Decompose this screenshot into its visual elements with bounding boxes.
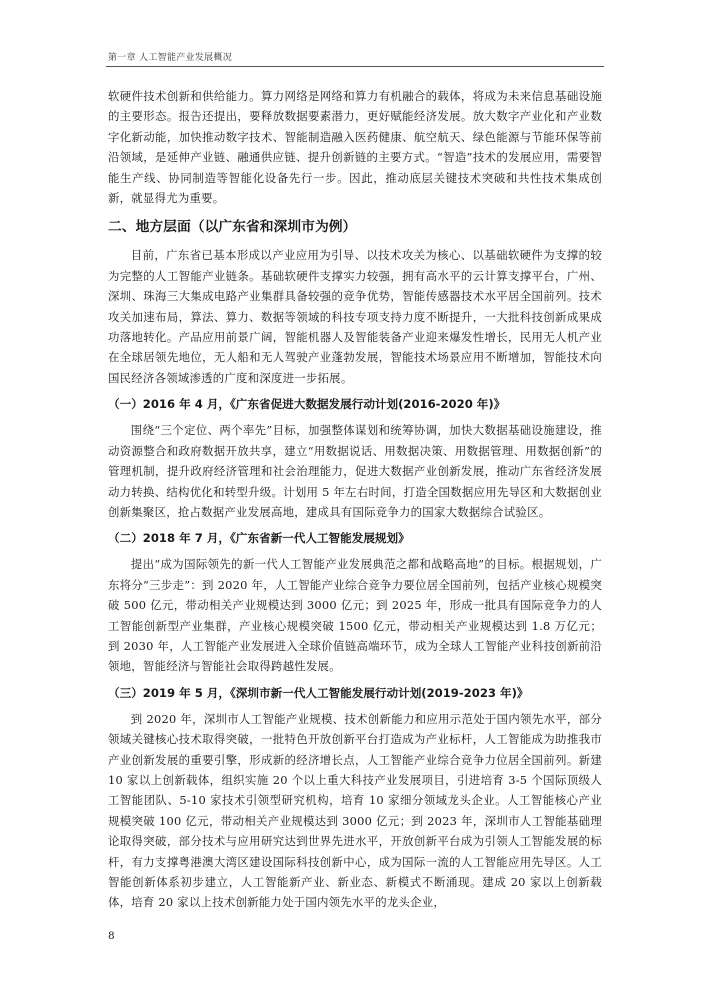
intro-paragraph: 软硬件技术创新和供给能力。算力网络是网络和算力有机融合的载体，将成为未来信息基础设施的主要形态。报告还提出，要释放数据要素潜力，更好赋能经济发展。放大数字产业化和产业数字化新动能，加快推动数字技术、智能制造融入医药健康、航空航天、绿色能源与节能环保等前沿领域，是延伸产业链、融通供应链、提升创新链的主要方式。“智造”技术的发展应用，需要智能生产线、协同制造等智能化设备先行一步。因此，推动底层关键技术突破和共性技术集成创新，就显得尤为重要。 (108, 89, 602, 206)
page-number: 8 (108, 930, 115, 942)
subsection-2018-paragraph: 提出“成为国际领先的新一代人工智能产业发展典范之都和战略高地”的目标。根据规划，广东将分“三步走”：到 2020 年，人工智能产业综合竞争力要位居全国前列，包括产业核心规模突破 500 亿元，带动相关产业规模达到 3000 亿元；到 2025 年，形成一批具有国际竞争力的人工智能创新型产业集群，产业核心规模突破 1500 亿元，带动相关产业规模达到 1.8 万亿元；到 2030 年，人工智能产业发展进入全球价值链高端环节，成为全球人工智能产业科技创新前沿领地，智能经济与智能社会取得跨越性发展。 (108, 557, 602, 674)
subsection-heading-2016-bigdata: （一）2016 年 4 月，《广东省促进大数据发展行动计划(2016-2020 年)》 (108, 397, 506, 412)
running-header: 第一章 人工智能产业发展概况 (108, 53, 233, 63)
section-heading-local-level: 二、地方层面（以广东省和深圳市为例） (108, 219, 357, 236)
subsection-heading-2018-ai-plan: （二）2018 年 7 月，《广东省新一代人工智能发展规划》 (108, 531, 410, 546)
header-divider (106, 66, 604, 67)
subsection-2016-paragraph: 围绕“三个定位、两个率先”目标，加强整体谋划和统筹协调，加快大数据基础设施建设，推动资源整合和政府数据开放共享，建立“用数据说话、用数据决策、用数据管理、用数据创新”的管理机制，提升政府经济管理和社会治理能力，促进大数据产业创新发展，推动广东省经济发展动力转换、结构优化和转型升级。计划用 5 年左右时间，打造全国数据应用先导区和大数据创业创新集聚区，抢占数据产业发展高地，建成具有国际竞争力的国家大数据综合试验区。 (108, 423, 602, 519)
section-local-paragraph: 目前，广东省已基本形成以产业应用为引导、以技术攻关为核心、以基础软硬件为支撑的较为完整的人工智能产业链条。基础软硬件支撑实力较强，拥有高水平的云计算支撑平台，广州、深圳、珠海三大集成电路产业集群具备较强的竞争优势，智能传感器技术水平居全国前列。技术攻关加速布局，算法、算力、数据等领域的科技专项支持力度不断提升，一大批科技创新成果成功落地转化。产品应用前景广阔，智能机器人及智能装备产业迎来爆发性增长，民用无人机产业在全球居领先地位，无人船和无人驾驶产业蓬勃发展，智能技术场景应用不断增加，智能技术向国民经济各领域渗透的广度和深度进一步拓展。 (108, 248, 602, 385)
subsection-2019-paragraph: 到 2020 年，深圳市人工智能产业规模、技术创新能力和应用示范处于国内领先水平，部分领域关键核心技术取得突破，一批特色开放创新平台打造成为产业标杆，人工智能成为助推我市产业创新发展的重要引擎，形成新的经济增长点，人工智能产业综合竞争力位居全国前列。新建 10 家以上创新载体，组织实施 20 个以上重大科技产业发展项目，引进培育 3-5 个国际顶级人工智能团队、5-10 家技术引领型研究机构，培育 10 家细分领域龙头企业。人工智能核心产业规模突破 100 亿元，带动相关产业规模达到 3000 亿元；到 2023 年，深圳市人工智能基础理论取得突破，部分技术与应用研究达到世界先进水平，开放创新平台成为引领人工智能发展的标杆，有力支撑粤港澳大湾区建设国际科技创新中心，成为国际一流的人工智能应用先导区。人工智能创新体系初步建立，人工智能新产业、新业态、新模式不断涌现。建成 20 家以上创新载体，培育 20 家以上技术创新能力处于国内领先水平的龙头企业， (108, 711, 602, 910)
subsection-heading-2019-shenzhen: （三）2019 年 5 月，《深圳市新一代人工智能发展行动计划(2019-2023 年)》 (108, 685, 529, 700)
page-body (108, 86, 602, 913)
